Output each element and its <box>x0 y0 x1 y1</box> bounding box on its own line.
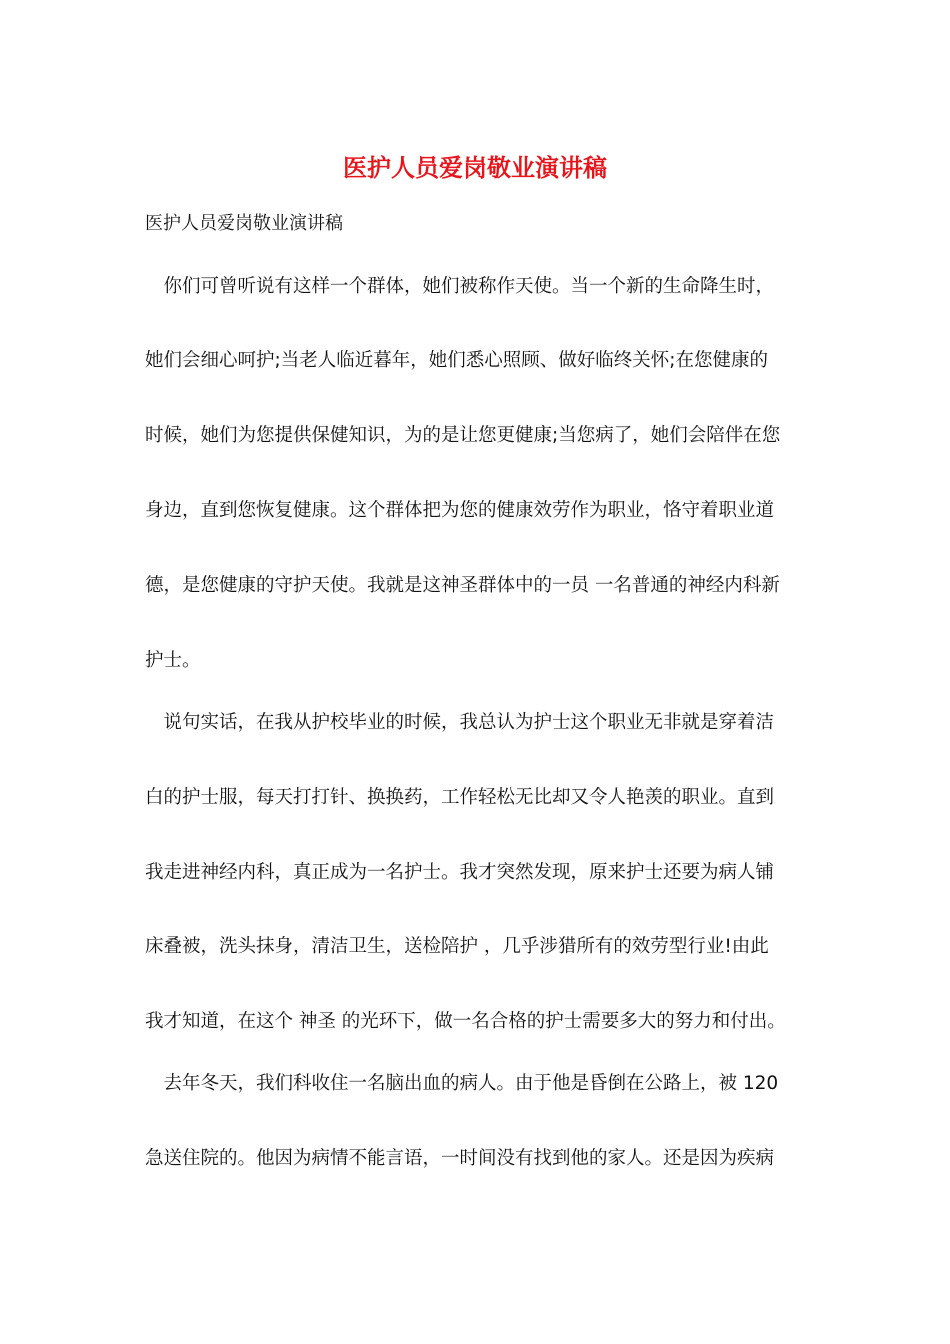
body-line: 你们可曾听说有这样一个群体，她们被称作天使。当一个新的生命降生时， <box>145 276 775 297</box>
body-line: 床叠被，洗头抹身，清洁卫生，送检陪护 ，几乎涉猎所有的效劳型行业!由此 <box>145 936 769 957</box>
document-title: 医护人员爱岗敬业演讲稿 <box>343 154 607 182</box>
body-line: 身边，直到您恢复健康。这个群体把为您的健康效劳作为职业，恪守着职业道 <box>145 500 775 521</box>
body-line: 白的护士服，每天打打针、换换药，工作轻松无比却又令人艳羡的职业。直到 <box>145 787 775 808</box>
body-line: 去年冬天，我们科收住一名脑出血的病人。由于他是昏倒在公路上，被 120 <box>145 1073 779 1094</box>
body-line: 急送住院的。他因为病情不能言语，一时间没有找到他的家人。还是因为疾病 <box>145 1148 775 1169</box>
body-line: 我走进神经内科，真正成为一名护士。我才突然发现，原来护士还要为病人铺 <box>145 862 775 883</box>
body-line: 她们会细心呵护;当老人临近暮年，她们悉心照顾、做好临终关怀;在您健康的 <box>145 350 768 371</box>
body-line: 我才知道，在这个 神圣 的光环下，做一名合格的护士需要多大的努力和付出。 <box>145 1011 786 1032</box>
body-line: 时候，她们为您提供保健知识，为的是让您更健康;当您病了，她们会陪伴在您 <box>145 425 781 446</box>
document-subtitle: 医护人员爱岗敬业演讲稿 <box>145 213 343 234</box>
body-line: 说句实话，在我从护校毕业的时候，我总认为护士这个职业无非就是穿着洁 <box>145 712 775 733</box>
body-line: 德，是您健康的守护天使。我就是这神圣群体中的一员 一名普通的神经内科新 <box>145 575 780 596</box>
body-line: 护士。 <box>145 650 201 671</box>
